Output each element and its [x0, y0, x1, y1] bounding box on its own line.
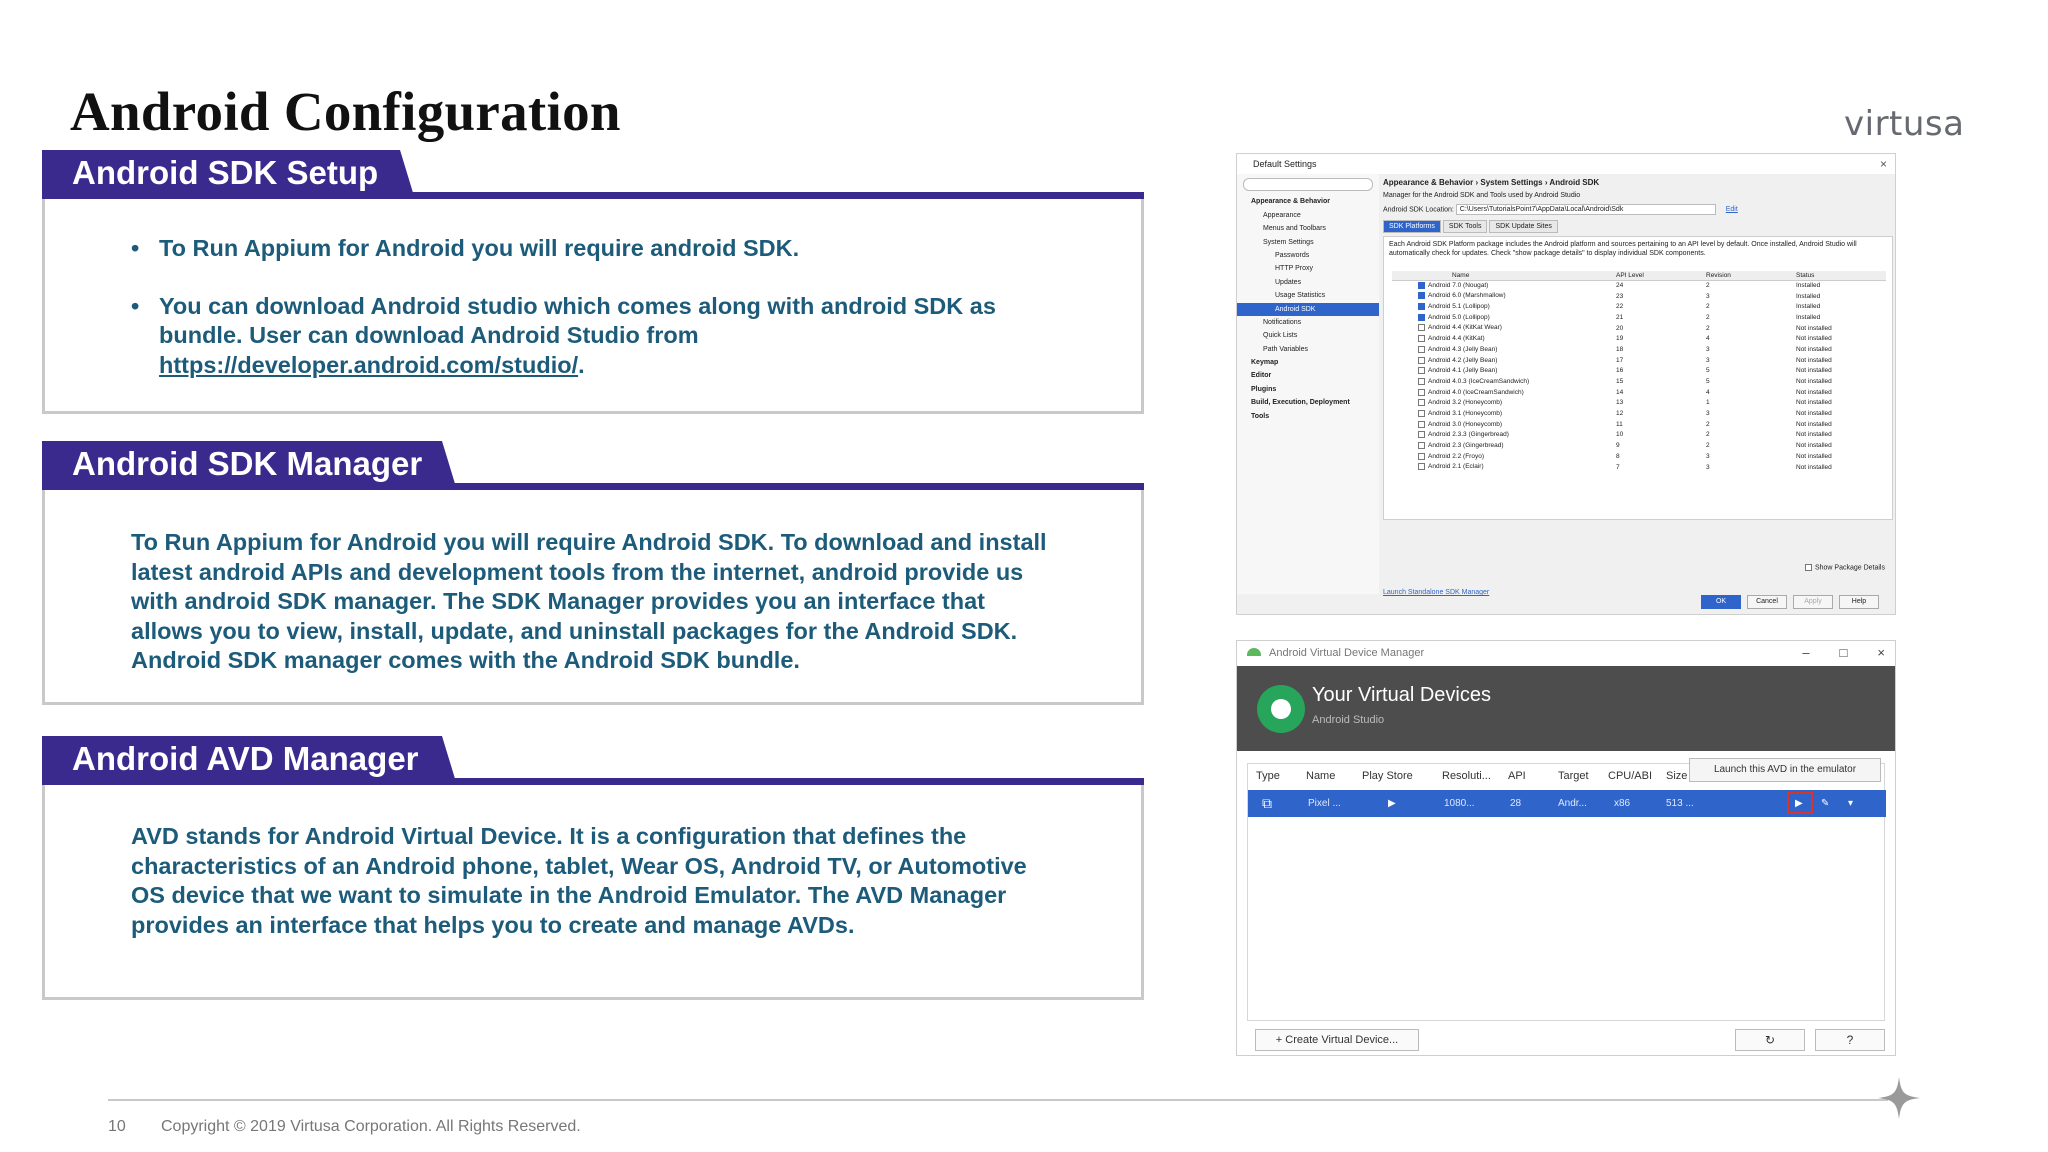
api-cell: 18	[1616, 345, 1624, 353]
header-title: Your Virtual Devices	[1312, 684, 1491, 706]
checkbox[interactable]	[1418, 324, 1425, 331]
sdk-location-field[interactable]: C:\Users\TutorialsPoint7\AppData\Local\Android\Sdk	[1456, 204, 1716, 215]
status-cell: Not installed	[1796, 356, 1832, 364]
section-heading: Android SDK Manager	[42, 441, 442, 487]
api-cell: 14	[1616, 388, 1624, 396]
status-cell: Not installed	[1796, 367, 1832, 375]
col-name[interactable]: Name	[1392, 271, 1612, 280]
window-controls	[1772, 641, 1885, 665]
section-body: To Run Appium for Android you will require Android SDK. To download and install latest android APIs and development tools from the internet, android provide us with android SDK manager. The SDK Manager provides you an interface that allows you to view, install, update, and uninstall packages for the Android SDK. Android SDK manager comes with the Android SDK bundle.	[131, 529, 1047, 673]
tree-item[interactable]: HTTP Proxy	[1275, 265, 1313, 273]
api-cell: 16	[1616, 367, 1624, 375]
col-resolution[interactable]: Resoluti...	[1442, 770, 1491, 782]
status-cell: Not installed	[1796, 452, 1832, 460]
device-type-icon: ⧉	[1262, 795, 1272, 811]
create-virtual-device-button[interactable]: + Create Virtual Device...	[1255, 1029, 1419, 1051]
dialog-titlebar	[1237, 154, 1895, 174]
tree-item[interactable]: Editor	[1251, 372, 1272, 380]
cancel-button[interactable]: Cancel	[1747, 595, 1787, 609]
settings-main	[1383, 178, 1893, 596]
api-cell: 22	[1616, 303, 1624, 311]
col-play-store[interactable]: Play Store	[1362, 770, 1413, 782]
status-cell: Installed	[1796, 313, 1821, 321]
platform-row[interactable]: Android 7.0 (Nougat) 24 2 Installed	[1392, 280, 1886, 291]
edit-link[interactable]: Edit	[1725, 206, 1738, 214]
status-cell: Not installed	[1796, 410, 1832, 418]
maximize-icon[interactable]: □	[1839, 645, 1848, 660]
status-cell: Not installed	[1796, 345, 1832, 353]
launch-play-icon[interactable]: ▶	[1795, 798, 1803, 809]
checkbox[interactable]	[1418, 410, 1425, 417]
tree-item[interactable]: Path Variables	[1263, 345, 1309, 353]
sdk-settings-screenshot	[1236, 153, 1896, 615]
checkbox[interactable]	[1418, 431, 1425, 438]
device-target: Andr...	[1558, 798, 1587, 809]
checkbox[interactable]	[1418, 346, 1425, 353]
location-row: Android SDK Location: C:\Users\TutorialsPoint7\AppData\Local\Android\Sdk Edit	[1383, 206, 1738, 214]
revision-cell: 3	[1706, 463, 1710, 471]
platform-row[interactable]: Android 3.2 (Honeycomb) 13 1 Not installed	[1392, 398, 1886, 409]
tree-item[interactable]: Usage Statistics	[1275, 292, 1326, 300]
window-title: Android Virtual Device Manager	[1269, 647, 1425, 659]
device-name: Pixel ...	[1308, 798, 1341, 809]
status-cell: Installed	[1796, 303, 1821, 311]
edit-pencil-icon[interactable]: ✎	[1821, 798, 1830, 809]
api-cell: 19	[1616, 335, 1624, 343]
show-package-details[interactable]: Show Package Details	[1805, 564, 1885, 571]
api-cell: 17	[1616, 356, 1624, 364]
checkbox[interactable]	[1805, 564, 1812, 571]
launch-tooltip: Launch this AVD in the emulator	[1689, 758, 1881, 782]
page-number: 10	[108, 1118, 126, 1135]
revision-cell: 2	[1706, 431, 1710, 439]
tab-sdk-update-sites[interactable]: SDK Update Sites	[1489, 220, 1557, 233]
tree-item[interactable]: Quick Lists	[1263, 332, 1298, 340]
api-cell: 23	[1616, 292, 1624, 300]
col-type[interactable]: Type	[1256, 770, 1280, 782]
revision-cell: 4	[1706, 388, 1710, 396]
tree-item[interactable]: Build, Execution, Deployment	[1251, 399, 1350, 407]
status-cell: Not installed	[1796, 324, 1832, 332]
status-cell: Not installed	[1796, 463, 1832, 471]
status-cell: Not installed	[1796, 420, 1832, 428]
status-cell: Not installed	[1796, 388, 1832, 396]
section-heading: Android SDK Setup	[42, 150, 400, 196]
help-button[interactable]: Help	[1839, 595, 1879, 609]
window-titlebar	[1237, 641, 1895, 665]
api-cell: 7	[1616, 463, 1620, 471]
revision-cell: 2	[1706, 282, 1710, 290]
breadcrumb: Appearance & Behavior › System Settings › Android SDK	[1383, 178, 1600, 187]
page-title: Android Configuration	[70, 81, 621, 142]
chevron-down-icon[interactable]: ▾	[1848, 798, 1854, 809]
checkbox[interactable]	[1418, 367, 1425, 374]
section-heading: Android AVD Manager	[42, 736, 442, 782]
tab-sdk-platforms[interactable]: SDK Platforms	[1383, 220, 1441, 233]
search-input[interactable]	[1243, 178, 1373, 191]
device-api: 28	[1510, 798, 1522, 809]
checkbox[interactable]	[1418, 303, 1425, 310]
device-size: 513 ...	[1666, 798, 1694, 809]
col-api[interactable]: API	[1508, 770, 1526, 782]
status-cell: Not installed	[1796, 378, 1832, 386]
close-icon[interactable]: ×	[1877, 645, 1885, 660]
platform-row[interactable]: Android 6.0 (Marshmallow) 23 3 Installed	[1392, 291, 1886, 302]
revision-cell: 3	[1706, 345, 1710, 353]
section-body: AVD stands for Android Virtual Device. It is a configuration that defines the characteristics of an Android phone, tablet, Wear OS, Android TV, or Automotive OS device that we want to simulate in the Android Emulator. The AVD Manager provides an interface that helps you to create and manage AVDs.	[131, 823, 1027, 938]
section-box	[42, 199, 1144, 414]
revision-cell: 5	[1706, 367, 1710, 375]
manager-line: Manager for the Android SDK and Tools used by Android Studio	[1383, 192, 1581, 199]
avd-manager-screenshot	[1236, 640, 1896, 1056]
api-cell: 13	[1616, 399, 1624, 407]
copyright: Copyright © 2019 Virtusa Corporation. All Rights Reserved.	[161, 1118, 581, 1135]
status-cell: Installed	[1796, 292, 1821, 300]
revision-cell: 3	[1706, 410, 1710, 418]
checkbox[interactable]	[1418, 421, 1425, 428]
tree-item[interactable]: Passwords	[1275, 251, 1310, 259]
platform-row[interactable]: Android 4.4 (KitKat) 19 4 Not installed	[1392, 333, 1886, 344]
avd-header	[1237, 666, 1896, 751]
tree-item[interactable]: Plugins	[1251, 385, 1277, 393]
platform-row[interactable]: Android 4.0 (IceCreamSandwich) 14 4 Not installed	[1392, 387, 1886, 398]
device-cpu: x86	[1614, 798, 1631, 809]
checkbox[interactable]	[1418, 314, 1425, 321]
revision-cell: 3	[1706, 356, 1710, 364]
checkbox[interactable]	[1418, 357, 1425, 364]
footer-divider	[108, 1099, 1888, 1101]
tree-item[interactable]: Notifications	[1263, 318, 1302, 326]
tab-sdk-tools[interactable]: SDK Tools	[1443, 220, 1488, 233]
col-cpu[interactable]: CPU/ABI	[1608, 770, 1653, 782]
section-sdk-manager	[42, 441, 1144, 707]
studio-download-link[interactable]: https://developer.android.com/studio/	[159, 351, 579, 378]
platform-row[interactable]: Android 3.1 (Honeycomb) 12 3 Not installed	[1392, 408, 1886, 419]
status-cell: Not installed	[1796, 442, 1832, 450]
help-icon[interactable]: ?	[1815, 1029, 1885, 1051]
platform-row[interactable]: Android 2.1 (Eclair) 7 3 Not installed	[1392, 462, 1886, 473]
bullet-list	[45, 234, 1141, 380]
revision-cell: 3	[1706, 292, 1710, 300]
tree-item-selected[interactable]: Android SDK	[1237, 303, 1379, 316]
checkbox[interactable]	[1418, 282, 1425, 289]
api-cell: 9	[1616, 442, 1620, 450]
api-cell: 15	[1616, 378, 1624, 386]
section-box	[42, 490, 1144, 705]
status-cell: Not installed	[1796, 335, 1832, 343]
platform-row[interactable]: Android 2.3 (Gingerbread) 9 2 Not installed	[1392, 440, 1886, 451]
dialog-title: Default Settings	[1253, 159, 1317, 169]
platform-row[interactable]: Android 4.2 (Jelly Bean) 17 3 Not installed	[1392, 355, 1886, 366]
close-icon[interactable]: ×	[1879, 157, 1887, 171]
device-resolution: 1080...	[1444, 798, 1475, 809]
tree-item[interactable]: Menus and Toolbars	[1263, 225, 1326, 233]
tree-item[interactable]: System Settings	[1263, 238, 1314, 246]
sdk-tabs	[1383, 220, 1893, 233]
platforms-description: Each Android SDK Platform package includes the Android platform and sources pertaining to an API level by default. Once installed, Android Studio will automatically check for updates. Check "show package details" to display individual SDK components.	[1389, 241, 1857, 257]
tree-item[interactable]: Tools	[1251, 412, 1270, 420]
platform-row[interactable]: Android 4.3 (Jelly Bean) 18 3 Not installed	[1392, 344, 1886, 355]
section-avd-manager	[42, 736, 1144, 1002]
section-box	[42, 785, 1144, 1000]
api-cell: 11	[1616, 420, 1623, 428]
play-store-icon: ▶	[1388, 798, 1396, 809]
platform-row[interactable]: Android 2.3.3 (Gingerbread) 10 2 Not installed	[1392, 430, 1886, 441]
ok-button[interactable]: OK	[1701, 595, 1741, 609]
tree-item[interactable]: Appearance	[1263, 211, 1301, 219]
col-size[interactable]: Size	[1666, 770, 1688, 782]
revision-cell: 3	[1706, 452, 1710, 460]
sparkle-icon	[1876, 1075, 1922, 1121]
revision-cell: 5	[1706, 378, 1710, 386]
platform-row[interactable]: Android 5.1 (Lollipop) 22 2 Installed	[1392, 301, 1886, 312]
revision-cell: 2	[1706, 324, 1710, 332]
api-cell: 24	[1616, 282, 1624, 290]
checkbox[interactable]	[1418, 453, 1425, 460]
settings-tree	[1237, 174, 1379, 594]
checkbox[interactable]	[1418, 389, 1425, 396]
api-cell: 8	[1616, 452, 1620, 460]
brand-logo: virtusa	[1844, 104, 1965, 144]
header-subtitle: Android Studio	[1312, 714, 1385, 726]
status-cell: Not installed	[1796, 399, 1832, 407]
revision-cell: 4	[1706, 335, 1710, 343]
section-sdk-setup	[42, 150, 1144, 416]
dialog-buttons	[1695, 595, 1879, 609]
bullet-item: • To Run Appium for Android you will require android SDK.	[45, 234, 1141, 264]
platform-row[interactable]: Android 2.2 (Froyo) 8 3 Not installed	[1392, 451, 1886, 462]
tree-item[interactable]: Keymap	[1251, 359, 1279, 367]
android-studio-logo-icon	[1257, 685, 1305, 733]
minimize-icon[interactable]: –	[1802, 645, 1810, 660]
launch-highlight	[1787, 792, 1813, 814]
bullet-item: • You can download Android studio which comes along with android SDK as bundle. User can download Android Studio from https://developer.android.com/studio/.	[45, 292, 1141, 381]
status-cell: Installed	[1796, 282, 1821, 290]
api-cell: 12	[1616, 410, 1624, 418]
platform-row[interactable]: Android 4.4 (KitKat Wear) 20 2 Not installed	[1392, 323, 1886, 334]
col-status[interactable]: Status	[1792, 271, 1886, 280]
api-cell: 21	[1616, 313, 1624, 321]
col-target[interactable]: Target	[1558, 770, 1589, 782]
checkbox[interactable]	[1418, 399, 1425, 406]
checkbox[interactable]	[1418, 442, 1425, 449]
checkbox[interactable]	[1418, 335, 1425, 342]
revision-cell: 2	[1706, 303, 1710, 311]
revision-cell: 2	[1706, 442, 1710, 450]
launch-sdk-manager-link[interactable]: Launch Standalone SDK Manager	[1383, 589, 1490, 596]
checkbox[interactable]	[1418, 378, 1425, 385]
revision-cell: 2	[1706, 420, 1710, 428]
checkbox[interactable]	[1418, 463, 1425, 470]
apply-button[interactable]: Apply	[1793, 595, 1833, 609]
tree-item[interactable]: Appearance & Behavior	[1251, 198, 1330, 206]
api-cell: 20	[1616, 324, 1624, 332]
tree-item[interactable]: Updates	[1275, 278, 1302, 286]
col-name[interactable]: Name	[1306, 770, 1336, 782]
api-cell: 10	[1616, 431, 1624, 439]
col-revision[interactable]: Revision	[1702, 271, 1792, 280]
platform-row[interactable]: Android 4.0.3 (IceCreamSandwich) 15 5 Not installed	[1392, 376, 1886, 387]
revision-cell: 2	[1706, 313, 1710, 321]
platform-row[interactable]: Android 3.0 (Honeycomb) 11 2 Not installed	[1392, 419, 1886, 430]
status-cell: Not installed	[1796, 431, 1832, 439]
platforms-table	[1392, 271, 1886, 472]
platforms-panel	[1383, 236, 1893, 520]
revision-cell: 1	[1706, 399, 1710, 407]
checkbox[interactable]	[1418, 292, 1425, 299]
refresh-icon[interactable]: ↻	[1735, 1029, 1805, 1051]
platform-row[interactable]: Android 4.1 (Jelly Bean) 16 5 Not installed	[1392, 366, 1886, 377]
platform-row[interactable]: Android 5.0 (Lollipop) 21 2 Installed	[1392, 312, 1886, 323]
android-icon	[1247, 648, 1261, 656]
col-api[interactable]: API Level	[1612, 271, 1702, 280]
